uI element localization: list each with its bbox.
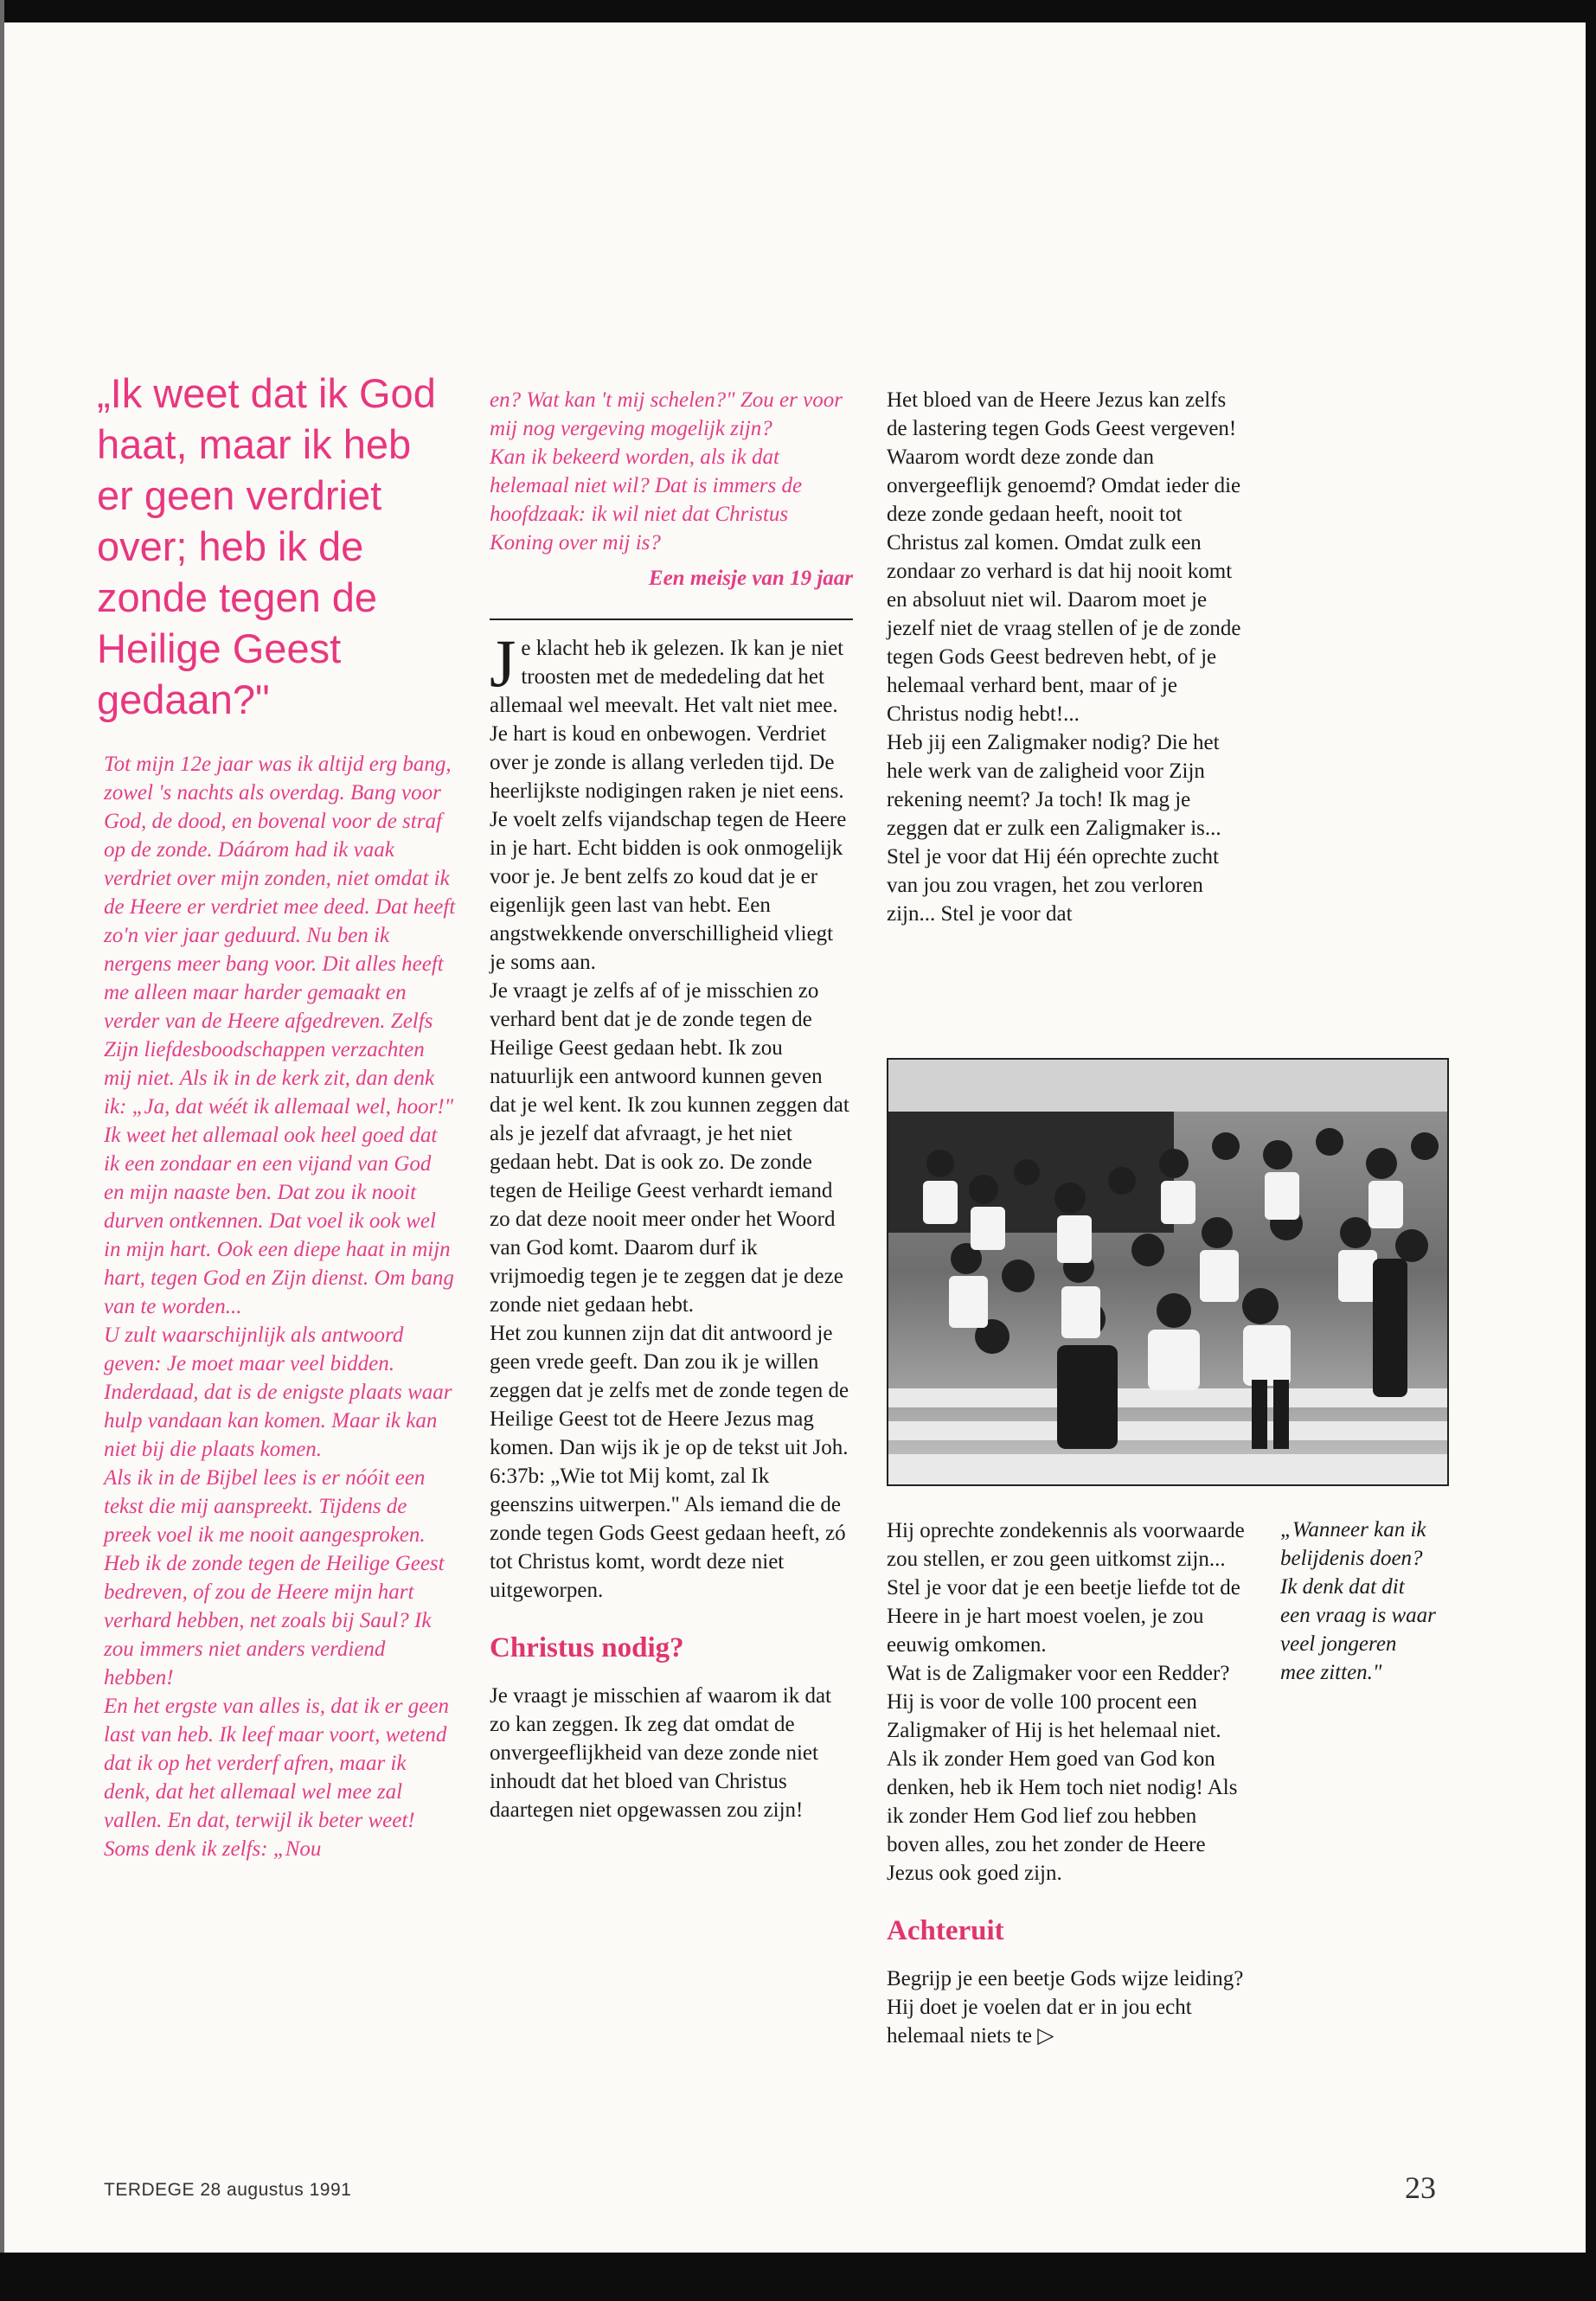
answer-paragraph: Je vraagt je misschien af waarom ik dat zo kan zeggen. Ik zeg dat omdat de onvergeeflijkheid van deze zonde niet inhoudt dat het bloed van Christus daartegen niet opgewassen zou zijn!	[490, 1684, 831, 1822]
page-number: 23	[1405, 2170, 1436, 2205]
answer-paragraph: Heb jij een Zaligmaker nodig? Die het hele werk van de zaligheid voor Zijn rekening neemt? Ja toch! Ik mag je zeggen dat er zulk een Zaligmaker is... Stel je voor dat Hij één oprechte zucht van jou zou vragen, het zou verloren zijn... Stel je voor dat	[887, 731, 1221, 926]
subhead-achteruit: Achteruit	[887, 1915, 1004, 1946]
answer-column-2-bottom	[887, 1516, 1250, 2050]
letter-continued: Kan ik bekeerd worden, als ik dat helemaal niet wil? Dat is immers de hoofdzaak: ik wil niet dat Christus Koning over mij is?	[490, 445, 803, 554]
letter-column	[104, 750, 457, 1863]
letter-paragraph: U zult waarschijnlijk als antwoord geven: Je moet maar veel bidden. Inderdaad, dat is de enigste plaats waar hulp vandaan kan komen. Maar ik kan niet bij die plaats komen.	[104, 1324, 452, 1461]
photo-youth-on-stairs	[887, 1058, 1449, 1486]
scan-border-bottom	[0, 2253, 1596, 2301]
pull-quote: „Ik weet dat ik God haat, maar ik heb er geen verdriet over; heb ik de zonde tegen de Heilige Geest gedaan?"	[97, 370, 436, 722]
letter-paragraph: Heb ik de zonde tegen de Heilige Geest bedreven, of zou de Heere mijn hart verhard hebben, net zoals bij Saul? Ik zou immers niet anders verdiend hebben!	[104, 1552, 445, 1689]
scan-border-top	[0, 0, 1596, 22]
answer-opening-paragraph	[490, 625, 853, 977]
scan-border-right	[1586, 0, 1596, 2301]
answer-paragraph: Het zou kunnen zijn dat dit antwoord je geen vrede geeft. Dan zou ik je willen zeggen dat je zelfs met de zonde tegen de Heilige Geest tot de Heere Jezus mag komen. Dan wijs ik je op de tekst uit Joh. 6:37b: „Wie tot Mij komt, zal Ik geenszins uitwerpen." Als iemand die de zonde tegen Gods Geest gedaan heeft, zó tot Christus komt, wordt deze niet uitgeworpen.	[490, 1322, 849, 1602]
answer-paragraph: Het bloed van de Heere Jezus kan zelfs de lastering tegen Gods Geest vergeven!	[887, 388, 1237, 440]
answer-paragraph: Wat is de Zaligmaker voor een Redder? Hij is voor de volle 100 procent een Zaligmaker of Hij is het helemaal niet. Als ik zonder Hem goed van God kon denken, heb ik Hem toch niet nodig! Als ik zonder Hem God lief zou hebben boven alles, zou het zonder de Heere Jezus ook goed zijn.	[887, 1662, 1238, 1885]
answer-column-2-top	[887, 386, 1250, 928]
drop-cap: J	[490, 625, 516, 701]
answer-column-1	[490, 386, 853, 1824]
answer-paragraph: Begrijp je een beetje Gods wijze leiding? Hij doet je voelen dat er in jou echt helemaal niets te ▷	[887, 1967, 1244, 2048]
photo-image	[888, 1060, 1447, 1484]
side-quote: „Wanneer kan ik belijdenis doen? Ik denk dat dit een vraag is waar veel jongeren mee zitten."	[1280, 1518, 1436, 1684]
scan-border-left	[0, 0, 4, 2301]
footer-publication: TERDEGE 28 augustus 1991	[104, 2180, 352, 2200]
divider	[490, 619, 853, 620]
letter-paragraph: Ik weet het allemaal ook heel goed dat ik een zondaar en een vijand van God en mijn naaste ben. Dat zou ik nooit durven ontkennen. Dat voel ik ook wel in mijn hart. Ook een diepe haat in mijn hart, tegen God en Zijn dienst. Om bang van te worden...	[104, 1124, 454, 1318]
subhead-christus-nodig: Christus nodig?	[490, 1632, 684, 1663]
letter-paragraph: Tot mijn 12e jaar was ik altijd erg bang, zowel 's nachts als overdag. Bang voor God, de dood, en bovenal voor de straf op de zonde. Dáárom had ik vaak verdriet over mijn zonden, niet omdat ik de Heere er verdriet mee deed. Dat heeft zo'n vier jaar geduurd. Nu ben ik nergens meer bang voor. Dit alles heeft me alleen maar harder gemaakt en verder van de Heere afgedreven. Zelfs Zijn liefdesboodschappen verzachten mij niet. Als ik in de kerk zit, dan denk ik: „Ja, dat wéét ik allemaal wel, hoor!"	[104, 753, 456, 1118]
answer-opening-text: e klacht heb ik gelezen. Ik kan je niet troosten met de mededeling dat het allemaal wel meevalt. Het valt niet mee. Je hart is koud en onbewogen. Verdriet over je zonde is allang verleden tijd. De heerlijkste nodigingen raken je niet eens. Je voelt zelfs vijandschap tegen de Heere in je hart. Echt bidden is ook onmogelijk voor je. Je bent zelfs zo koud dat je er eigenlijk geen last van hebt. Een angstwekkende onverschilligheid vliegt je soms aan.	[490, 637, 847, 974]
letter-continued: en? Wat kan 't mij schelen?" Zou er voor mij nog vergeving mogelijk zijn?	[490, 388, 843, 440]
answer-paragraph: Hij oprechte zondekennis als voorwaarde zou stellen, er zou geen uitkomst zijn... Stel je voor dat je een beetje liefde tot de Heere in je hart moest voelen, je zou eeuwig omkomen.	[887, 1519, 1245, 1657]
letter-paragraph: Als ik in de Bijbel lees is er nóóit een tekst die mij aanspreekt. Tijdens de preek voel ik me nooit aangesproken.	[104, 1466, 426, 1547]
answer-paragraph: Je vraagt je zelfs af of je misschien zo verhard bent dat je de zonde tegen de Heilige Geest gedaan hebt. Ik zou natuurlijk een antwoord kunnen geven dat je wel kent. Ik zou kunnen zeggen dat als je jezelf dat afvraagt, je het niet gedaan hebt. Dat is ook zo. De zonde tegen de Heilige Geest verhardt iemand zo dat deze nooit meer onder het Woord van God komt. Daarom durf ik vrijmoedig tegen je te zeggen dat je deze zonde niet gedaan hebt.	[490, 979, 849, 1317]
letter-signature: Een meisje van 19 jaar	[648, 567, 853, 590]
letter-paragraph: En het ergste van alles is, dat ik er geen last van heb. Ik leef maar voort, wetend dat ik op het verderf afren, maar ik denk, dat het allemaal wel mee zal vallen. En dat, terwijl ik beter weet! Soms denk ik zelfs: „Nou	[104, 1695, 449, 1861]
answer-paragraph: Waarom wordt deze zonde dan onvergeeflijk genoemd? Omdat ieder die deze zonde gedaan heeft, nooit tot Christus zal komen. Omdat zulk een zondaar zo verhard is dat hij nooit komt en absoluut niet wil. Daarom moet je jezelf niet de vraag stellen of je de zonde tegen Gods Geest bedreven hebt, of je helemaal verhard bent, maar of je Christus nodig hebt!...	[887, 445, 1241, 726]
